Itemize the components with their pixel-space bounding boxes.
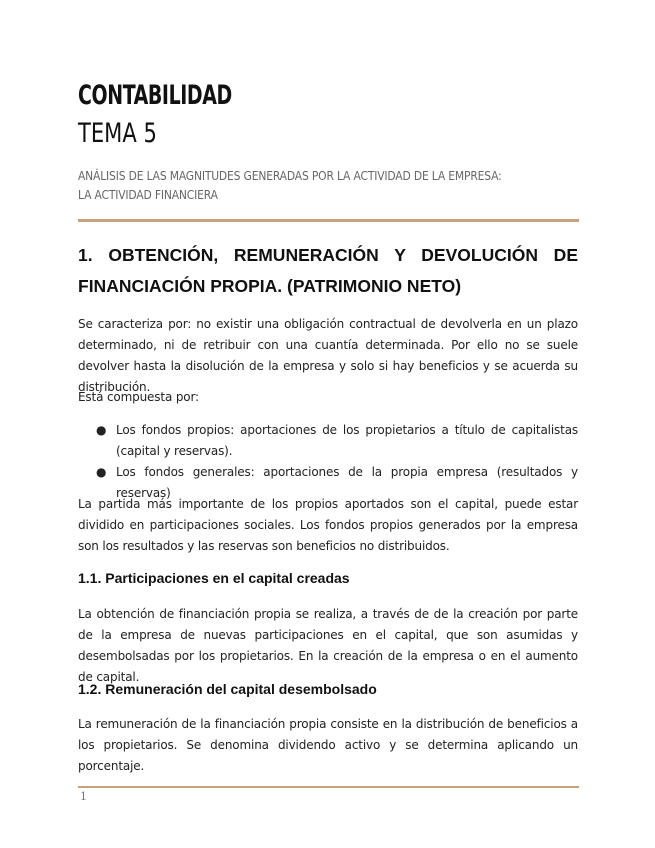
section-1-heading: 1. OBTENCIÓN, REMUNERACIÓN Y DEVOLUCIÓN DE FINANCIACIÓN PROPIA. (PATRIMONIO NETO) [78, 245, 578, 296]
section-1-paragraph-3: La partida más importante de los propios aportados son el capital, puede estar dividido en participaciones sociales. Los fondos propios generados por la empresa son los resultados y las reservas son beneficios no distribuidos. [78, 497, 578, 553]
description-line-1: ANÁLISIS DE LAS MAGNITUDES GENERADAS POR LA ACTIVIDAD DE LA EMPRESA: [78, 168, 502, 183]
section-1-2-heading: 1.2. Remuneración del capital desembolsado [78, 681, 377, 697]
section-1-2-paragraph: La remuneración de la financiación propia consiste en la distribución de beneficios a los propietarios. Se denomina dividendo activo y se determina aplicando un porcentaje. [78, 717, 578, 773]
document-title: CONTABILIDAD [78, 80, 232, 111]
header-divider [78, 219, 579, 222]
list-item-text: Los fondos generales: aportaciones de la propia empresa (resultados y reservas) [116, 465, 578, 500]
section-1-1-paragraph: La obtención de financiación propia se realiza, a través de de la creación por parte de la empresa de nuevas participaciones en el capital, que son asumidas y desembolsadas por los propietarios. En la creación de la empresa o en el aumento de capital. [78, 607, 578, 684]
document-description [78, 166, 502, 204]
page-number: 1 [80, 790, 87, 803]
section-1-1-heading: 1.1. Participaciones en el capital creadas [78, 570, 350, 586]
document-subtitle: TEMA 5 [78, 118, 157, 149]
bullet-icon: ● [96, 465, 107, 479]
section-1-paragraph-2: Está compuesta por: [78, 390, 199, 404]
section-1-bullet-list [78, 420, 578, 504]
list-item-text: Los fondos propios: aportaciones de los propietarios a título de capitalistas (capital y reservas). [116, 423, 578, 458]
section-1-paragraph-1: Se caracteriza por: no existir una obligación contractual de devolverla en un plazo determinado, ni de retribuir con una cuantía determinada. Por ello no se suele devolver hasta la disolución de la empresa y solo si hay beneficios y se acuerda su distribución. [78, 317, 578, 394]
list-item [78, 420, 578, 462]
bullet-icon: ● [96, 423, 107, 437]
description-line-2: LA ACTIVIDAD FINANCIERA [78, 187, 218, 202]
footer-divider [78, 786, 579, 788]
